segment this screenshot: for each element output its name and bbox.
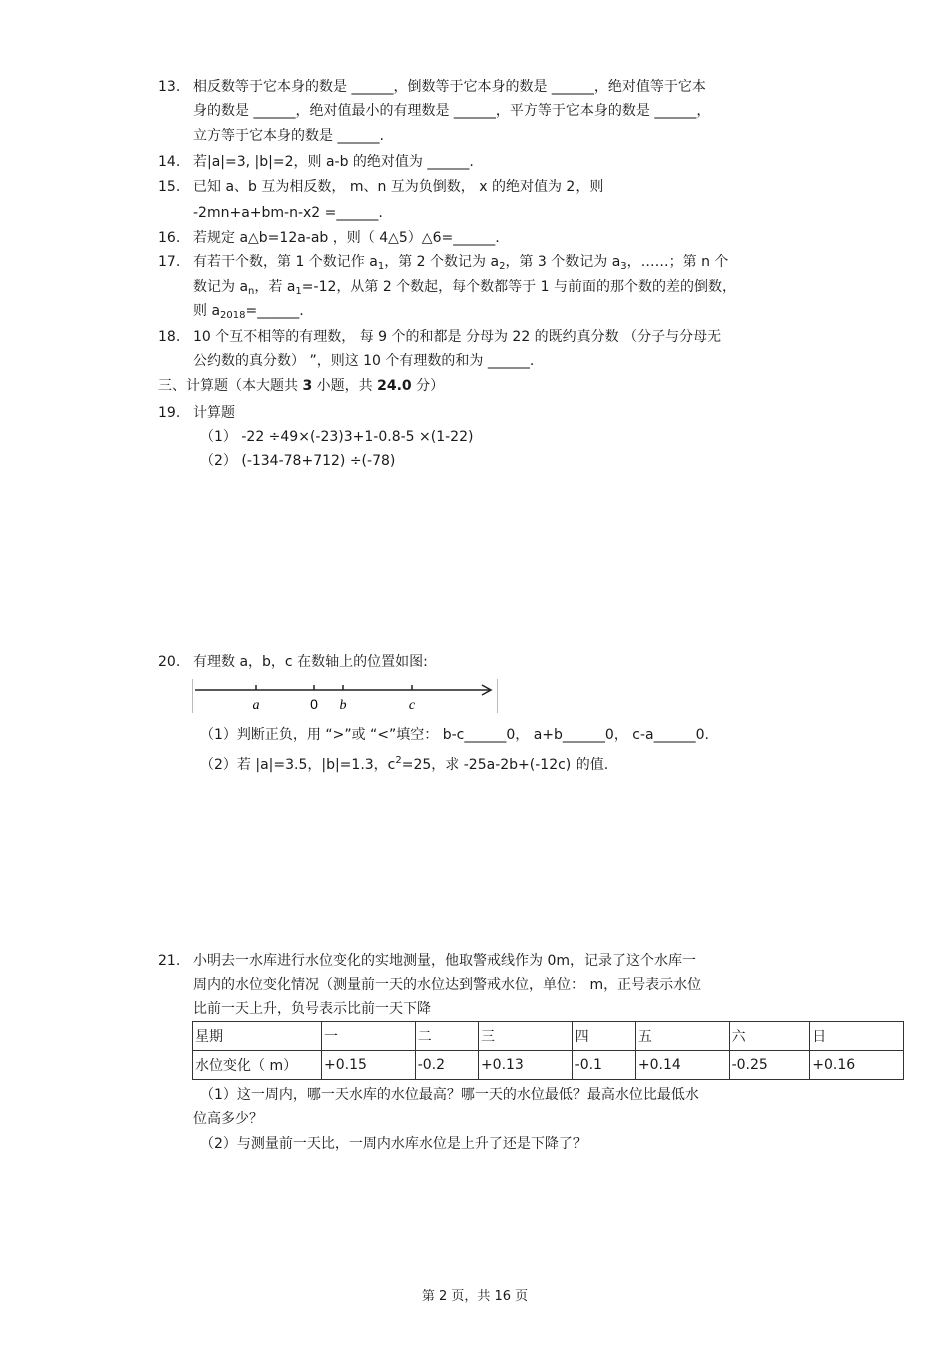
table-cell-value: -0.1: [572, 1051, 635, 1080]
q18-line2: 公约数的真分数） ”，则这 10 个有理数的和为 ______.: [193, 353, 535, 369]
q13-line2: 身的数是 ______，绝对值最小的有理数是 ______，平方等于它本身的数是 ______，: [193, 103, 711, 119]
page-footer: 第 2 页，共 16 页: [421, 1289, 529, 1304]
q21-number: 21.: [158, 953, 181, 969]
table-cell-day: 四: [572, 1022, 635, 1051]
number-line-figure: [192, 679, 498, 713]
q19-number: 19.: [158, 405, 181, 421]
axis-label-a: a: [252, 698, 260, 713]
q13-number: 13.: [158, 79, 181, 95]
table-cell-day: 六: [729, 1022, 810, 1051]
q19-part2: （2） (-134-78+712) ÷(-78): [200, 453, 396, 469]
table-header-weekday: 星期: [193, 1022, 322, 1051]
q14-number: 14.: [158, 154, 181, 170]
q17-line1: 有若干个数，第 1 个数记作 $a_1$，第 2 个数记为 $a_2$，第 3 个数记为 $a_3$，……；第 n 个: [193, 254, 729, 272]
section-heading: 三、计算题（本大题共 3 小题，共 24.0 分）: [158, 378, 445, 394]
table-cell-day: 三: [478, 1022, 572, 1051]
q18-number: 18.: [158, 329, 181, 345]
water-level-table: [192, 1021, 904, 1080]
table-row: [193, 1022, 904, 1051]
axis-label-c: c: [408, 698, 416, 713]
q21-part1-line2: 位高多少？: [193, 1111, 263, 1127]
q21-part1-line1: （1）这一周内，哪一天水库的水位最高？哪一天的水位最低？最高水位比最低水: [200, 1087, 699, 1103]
q16-number: 16.: [158, 230, 181, 246]
q21-line3: 比前一天上升，负号表示比前一天下降: [193, 1001, 431, 1017]
table-cell-value: +0.15: [322, 1051, 416, 1080]
q17-line3: 则 $a_{2018}=\_\_\_\_\_\_$.: [193, 303, 304, 321]
q20-title: 有理数 a，b，c 在数轴上的位置如图:: [193, 654, 428, 670]
q17-number: 17.: [158, 254, 181, 270]
q21-part2: （2）与测量前一天比，一周内水库水位是上升了还是下降了？: [200, 1136, 587, 1152]
q21-line1: 小明去一水库进行水位变化的实地测量，他取警戒线作为 0m，记录了这个水库一: [193, 953, 696, 969]
table-cell-day: 二: [415, 1022, 478, 1051]
table-cell-day: 日: [810, 1022, 904, 1051]
table-cell-value: +0.13: [478, 1051, 572, 1080]
q13-line3: 立方等于它本身的数是 ______.: [193, 128, 384, 144]
axis-label-b: b: [339, 698, 347, 713]
axis-label-0: 0: [310, 696, 318, 712]
q17-line2: 数记为 $a_n$，若 $a_1=-12$，从第 2 个数起，每个数都等于 1 与前面的那个数的差的倒数，: [193, 279, 736, 297]
table-row: [193, 1051, 904, 1080]
table-cell-value: +0.14: [635, 1051, 729, 1080]
q20-part1: （1）判断正负，用 “>”或 “<”填空： b-c______0， a+b______0， c-a______0.: [200, 727, 709, 743]
q14-line1: 若|a|=3, |b|=2，则 a-b 的绝对值为 ______.: [193, 154, 474, 170]
table-header-change: 水位变化（ m）: [193, 1051, 322, 1080]
table-cell-value: -0.2: [415, 1051, 478, 1080]
table-cell-day: 五: [635, 1022, 729, 1051]
q16-line1: 若规定 a△b=12a-ab ，则（ 4△5）△6=______.: [193, 230, 500, 246]
table-cell-value: +0.16: [810, 1051, 904, 1080]
q15-number: 15.: [158, 179, 181, 195]
table-cell-day: 一: [322, 1022, 416, 1051]
q20-part2: （2）若 |a|=3.5，|b|=1.3，$c^2=25$，求 -25a-2b+(-12c) 的值.: [200, 755, 609, 773]
table-cell-value: -0.25: [729, 1051, 810, 1080]
q20-number: 20.: [158, 654, 181, 670]
q13-line1: 相反数等于它本身的数是 ______，倒数等于它本身的数是 ______，绝对值等于它本: [193, 79, 706, 95]
q21-line2: 周内的水位变化情况（测量前一天的水位达到警戒水位，单位： m，正号表示水位: [193, 977, 702, 993]
q18-line1: 10 个互不相等的有理数， 每 9 个的和都是 分母为 22 的既约真分数 （分子与分母无: [193, 329, 722, 345]
q19-title: 计算题: [193, 405, 235, 421]
q15-line2: -2mn+a+bm-n-x2 =______.: [193, 205, 383, 221]
q15-line1: 已知 a、b 互为相反数， m、n 互为负倒数， x 的绝对值为 2，则: [193, 179, 604, 195]
q19-part1: （1） -22 ÷49×(-23)3+1-0.8-5 ×(1-22): [200, 429, 474, 445]
